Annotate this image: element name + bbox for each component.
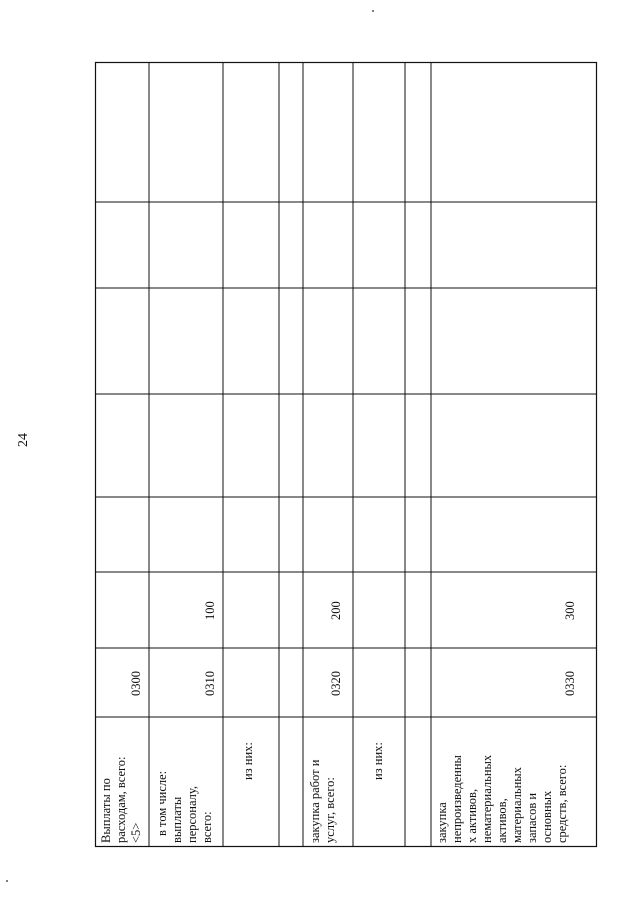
row-code: 0310 — [203, 671, 217, 696]
row-label-line: Выплаты по — [99, 778, 113, 843]
row-label-line: в том числе: — [155, 770, 169, 836]
row-label-line: нематериальных — [480, 754, 494, 843]
row-label-line: закупка — [435, 802, 449, 843]
table-grid — [95, 62, 597, 847]
row-code: 0330 — [563, 671, 577, 696]
row-label-line: запасов и — [525, 792, 539, 843]
page-number: 24 — [16, 433, 31, 447]
row-code: 0320 — [329, 671, 343, 696]
budget-table — [95, 62, 597, 847]
row-label-line: активов, — [495, 798, 509, 843]
row-label-line: непроизведенны — [450, 755, 464, 843]
row-label-line: <5> — [129, 822, 143, 843]
row-label-line: материальных — [510, 767, 524, 843]
row-label-line: расходам, всего: — [114, 756, 128, 843]
row-label-line: закупка работ и — [308, 759, 322, 843]
row-value: 100 — [203, 601, 217, 620]
row-label-line: всего: — [200, 811, 214, 843]
scan-speck — [372, 10, 374, 12]
row-label-line: средств, всего: — [555, 764, 569, 843]
row-value: 200 — [329, 601, 343, 620]
row-label-line: х активов, — [465, 788, 479, 843]
row-label-line: из них: — [241, 742, 255, 780]
row-code: 0300 — [129, 671, 143, 696]
row-value: 300 — [563, 601, 577, 620]
row-label-line: выплаты — [170, 796, 184, 843]
row-label-line: из них: — [371, 742, 385, 780]
row-label-line: персоналу, — [185, 786, 199, 843]
row-label-line: услуг, всего: — [323, 777, 337, 843]
scan-speck — [6, 880, 8, 882]
row-label-line: основных — [540, 790, 554, 843]
